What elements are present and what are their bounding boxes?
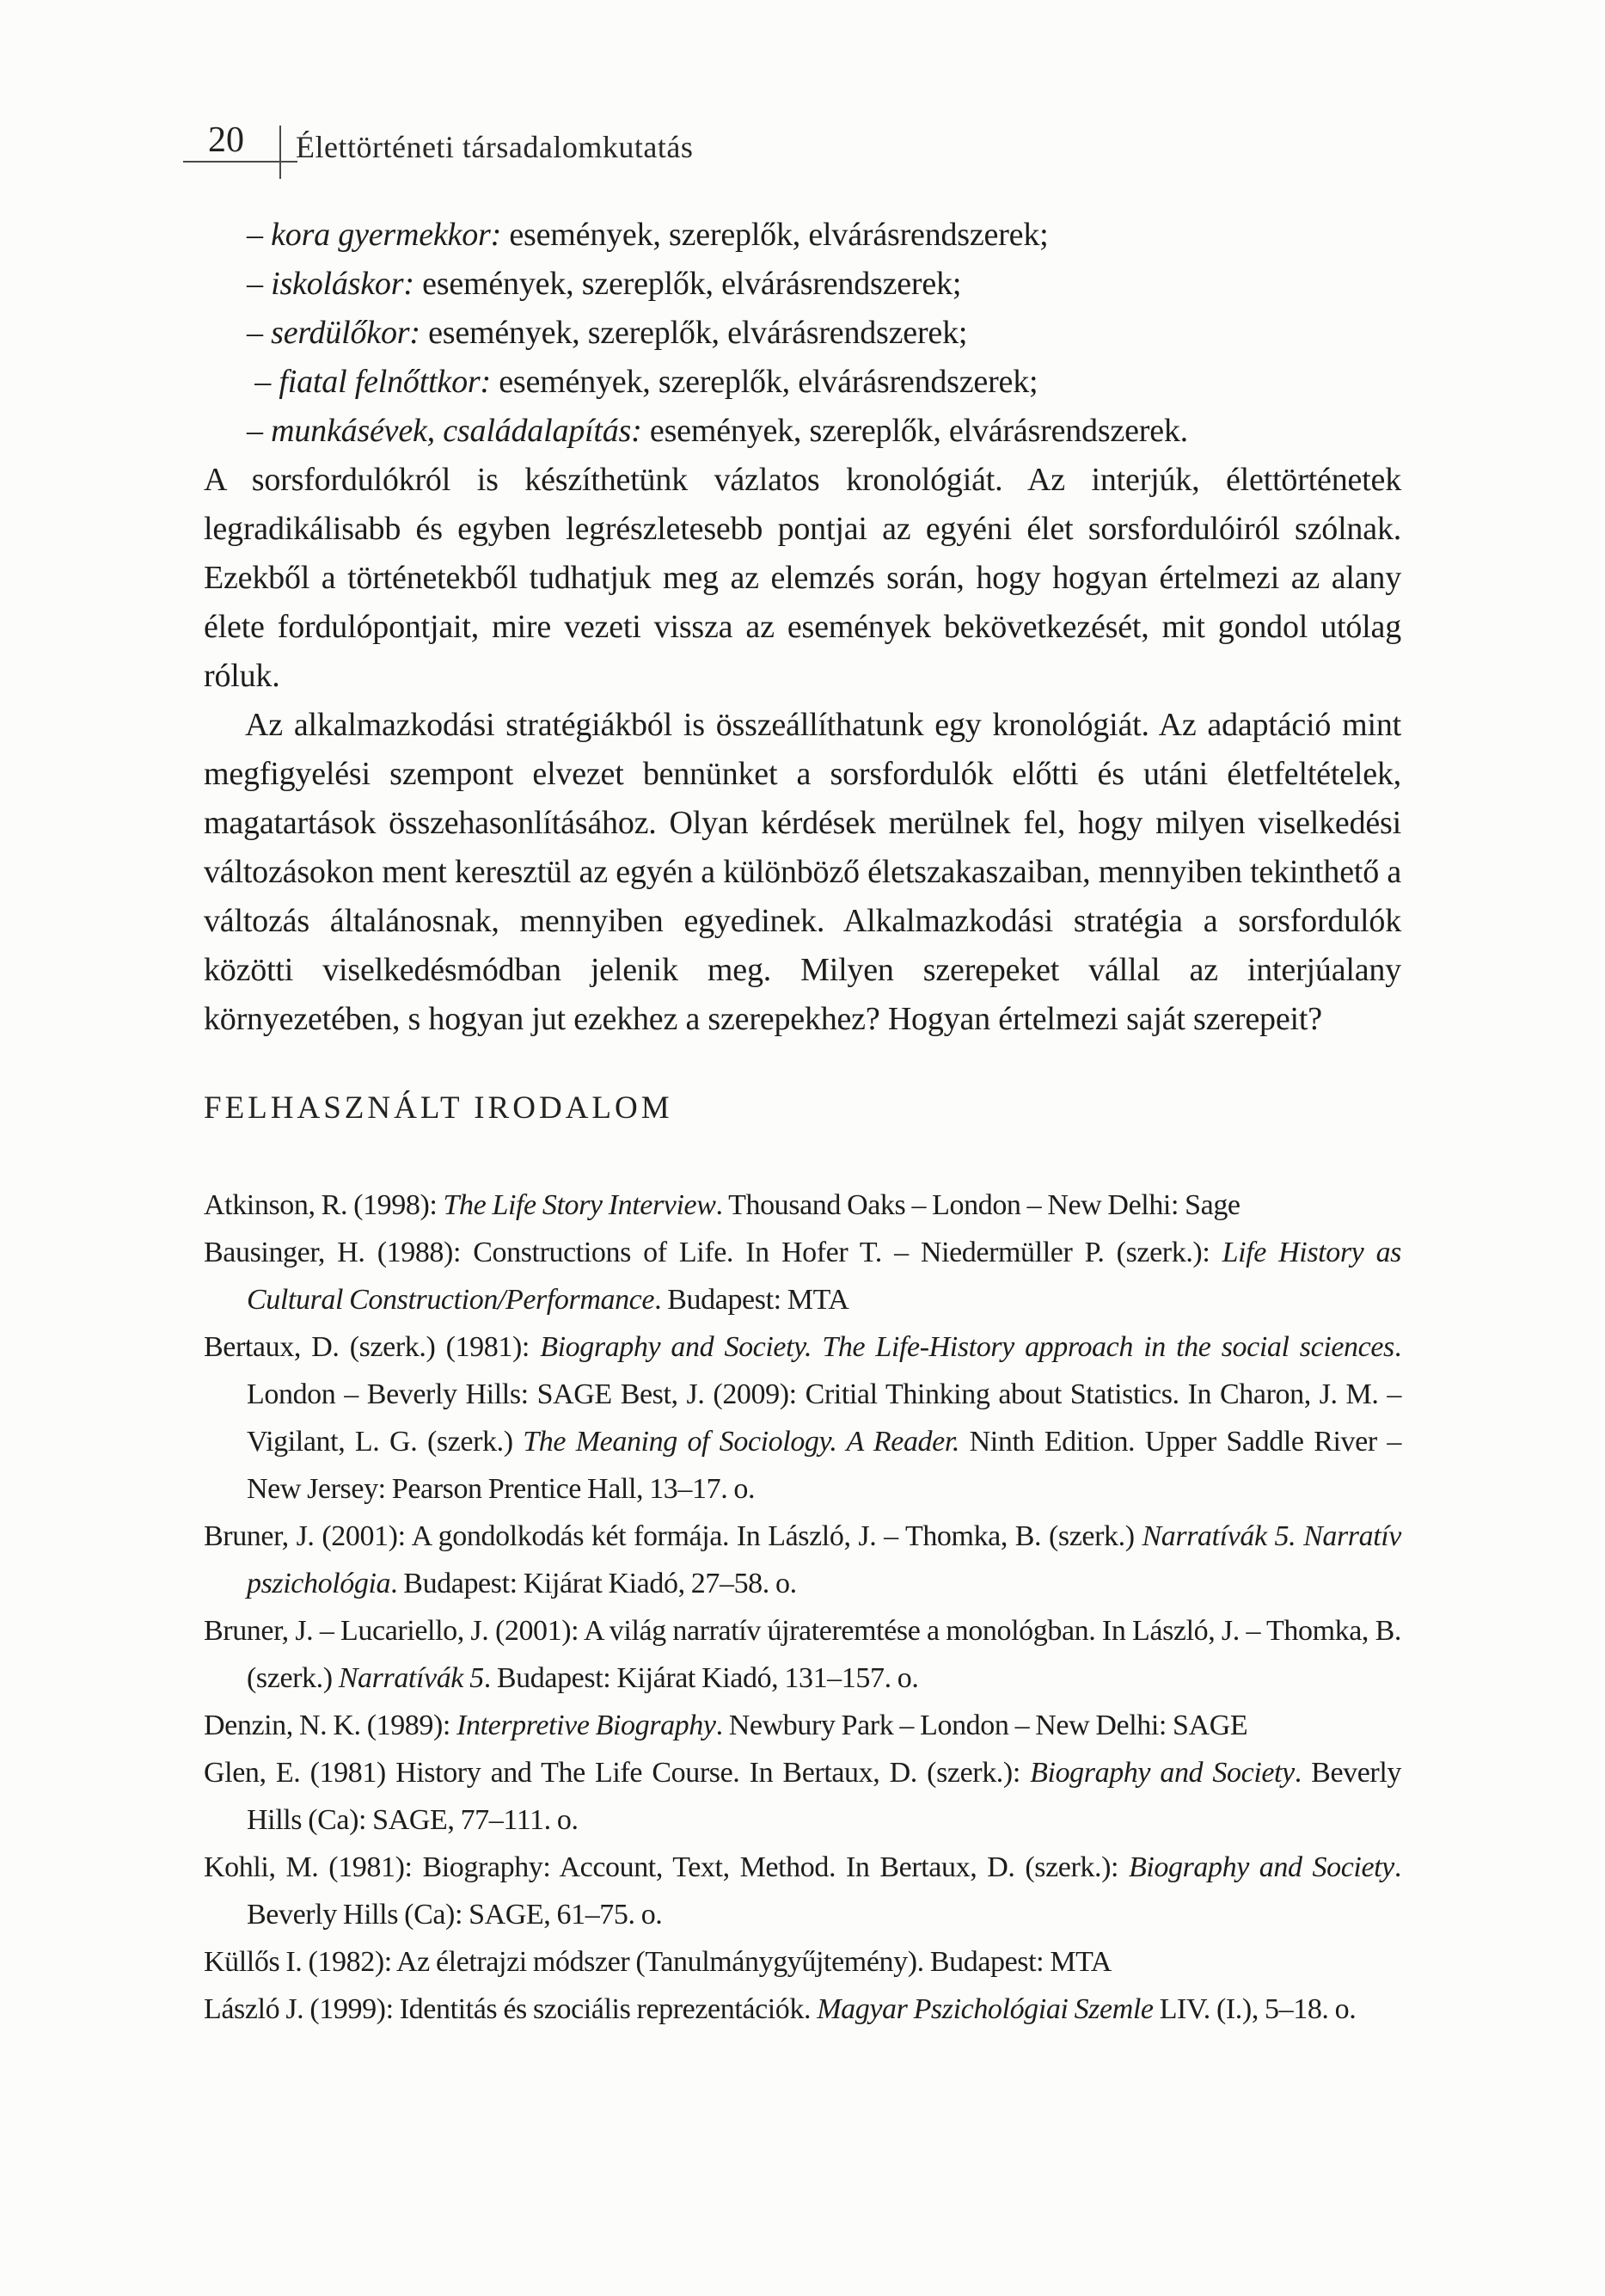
italic-text: The Meaning of Sociology. A Reader.	[523, 1426, 959, 1458]
regular-text: Atkinson, R. (1998):	[204, 1189, 444, 1221]
list-item	[204, 407, 1401, 456]
bibliography-entry	[204, 1607, 1401, 1702]
header-rule-vertical	[279, 126, 281, 179]
bibliography-entry	[204, 1749, 1401, 1844]
regular-text: Bruner, J. – Lucariello, J. (2001): A világ narratív újrateremtése a monológban. In László, J. – Thomka, B. (szerk.)	[204, 1615, 1401, 1694]
regular-text: Kohli, M. (1981): Biography: Account, Text, Method. In Bertaux, D. (szerk.):	[204, 1851, 1129, 1883]
bibliography-entry	[204, 1323, 1401, 1513]
italic-text: Biography and Society. The Life-History approach in the social sciences	[540, 1331, 1394, 1363]
regular-text: . Beverly Hills (Ca): SAGE, 77–111. o.	[247, 1757, 1401, 1836]
regular-text: Bruner, J. (2001): A gondolkodás két formája. In László, J. – Thomka, B. (szerk.)	[204, 1520, 1142, 1552]
italic-text: kora gyermekkor:	[271, 217, 502, 253]
italic-text: Narratívák 5. Narratív pszichológia	[247, 1520, 1401, 1599]
italic-text: The Life Story Interview	[443, 1189, 716, 1221]
bibliography-entry	[204, 1844, 1401, 1938]
regular-text: –	[247, 266, 272, 302]
italic-text: Interpretive Biography	[456, 1710, 716, 1741]
regular-text: LIV. (I.), 5–18. o.	[1153, 1993, 1357, 2025]
regular-text: . Budapest: MTA	[654, 1284, 849, 1316]
list-item	[204, 211, 1401, 260]
life-stages-list	[204, 211, 1401, 456]
section-heading: FELHASZNÁLT IRODALOM	[204, 1090, 673, 1126]
bibliography-entry	[204, 1229, 1401, 1323]
list-item	[204, 358, 1401, 407]
bibliography-entry	[204, 1182, 1401, 1229]
italic-text: Biography and Society	[1128, 1851, 1394, 1883]
regular-text: események, szereplők, elvárásrendszerek;	[414, 266, 962, 302]
regular-text: –	[247, 315, 272, 351]
regular-text: Denzin, N. K. (1989):	[204, 1710, 457, 1741]
regular-text: események, szereplők, elvárásrendszerek.	[641, 413, 1188, 449]
text-column	[204, 211, 1401, 2033]
regular-text: –	[247, 413, 272, 449]
italic-text: serdülőkor:	[271, 315, 420, 351]
bibliography-entry	[204, 1702, 1401, 1749]
regular-text: . London – Beverly Hills: SAGE Best, J. (2009): Critial Thinking about Statistics. In Charon, J. M. – Vigilant, L. G. (szerk.)	[247, 1331, 1401, 1458]
italic-text: iskoláskor:	[271, 266, 414, 302]
regular-text: események, szereplők, elvárásrendszerek;	[420, 315, 968, 351]
bibliography-entry	[204, 1513, 1401, 1607]
bibliography-entry	[204, 1986, 1401, 2033]
paragraph: Az alkalmazkodási stratégiákból is összeállíthatunk egy kronológiát. Az adaptáció mint megfigyelési szempont elvezet bennünket a sorsfordulók előtti és utáni életfeltételek, magatartások összehasonlításához. Olyan kérdések merülnek fel, hogy milyen viselkedési változásokon ment keresztül az egyén a különböző életszakaszaiban, mennyiben tekinthető a változás általánosnak, mennyiben egyedinek. Alkalmazkodási stratégia a sorsfordulók közötti viselkedésmódban jelenik meg. Milyen szerepeket vállal az interjúalany környezetében, s hogyan jut ezekhez a szerepekhez? Hogyan értelmezi saját szerepeit?	[204, 707, 1401, 1037]
italic-text: munkásévek, családalapítás:	[271, 413, 642, 449]
regular-text: események, szereplők, elvárásrendszerek;	[501, 217, 1049, 253]
regular-text: . Thousand Oaks – London – New Delhi: Sage	[715, 1189, 1241, 1221]
regular-text: események, szereplők, elvárásrendszerek;	[490, 364, 1038, 400]
italic-text: Life History as Cultural Construction/Performance	[247, 1237, 1402, 1316]
regular-text: László J. (1999): Identitás és szociális reprezentációk.	[204, 1993, 818, 2025]
italic-text: fiatal felnőttkor:	[279, 364, 491, 400]
regular-text: Bertaux, D. (szerk.) (1981):	[204, 1331, 541, 1363]
italic-text: Narratívák 5	[338, 1662, 484, 1694]
regular-text: . Newbury Park – London – New Delhi: SAGE	[715, 1710, 1248, 1741]
page-number: 20	[208, 120, 244, 160]
regular-text: . Budapest: Kijárat Kiadó, 27–58. o.	[390, 1568, 797, 1599]
regular-text: –	[247, 217, 272, 253]
body-paragraphs	[204, 456, 1401, 1044]
bibliography	[204, 1182, 1401, 2033]
list-item	[204, 309, 1401, 358]
regular-text: . Beverly Hills (Ca): SAGE, 61–75. o.	[247, 1851, 1401, 1931]
regular-text: Küllős I. (1982): Az életrajzi módszer (Tanulmánygyűjtemény). Budapest: MTA	[204, 1946, 1112, 1978]
italic-text: Biography and Society	[1030, 1757, 1295, 1789]
regular-text: Bausinger, H. (1988): Constructions of Life. In Hofer T. – Niedermüller P. (szerk.):	[204, 1237, 1222, 1268]
list-item	[204, 260, 1401, 309]
paragraph: A sorsfordulókról is készíthetünk vázlatos kronológiát. Az interjúk, élettörténetek legradikálisabb és egyben legrészletesebb pontjai az egyéni élet sorsfordulóiról szólnak. Ezekből a történetekből tudhatjuk meg az elemzés során, hogy hogyan értelmezi az alany élete fordulópontjait, mire vezeti vissza az események bekövetkezését, mit gondol utólag róluk.	[204, 462, 1401, 694]
regular-text: –	[247, 364, 279, 400]
bibliography-entry	[204, 1938, 1401, 1986]
regular-text: Ninth Edition. Upper Saddle River – New Jersey: Pearson Prentice Hall, 13–17. o.	[247, 1426, 1401, 1505]
regular-text: . Budapest: Kijárat Kiadó, 131–157. o.	[483, 1662, 919, 1694]
running-head: Élettörténeti társadalomkutatás	[296, 130, 694, 164]
italic-text: Magyar Pszichológiai Szemle	[817, 1993, 1154, 2025]
regular-text: Glen, E. (1981) History and The Life Course. In Bertaux, D. (szerk.):	[204, 1757, 1031, 1789]
